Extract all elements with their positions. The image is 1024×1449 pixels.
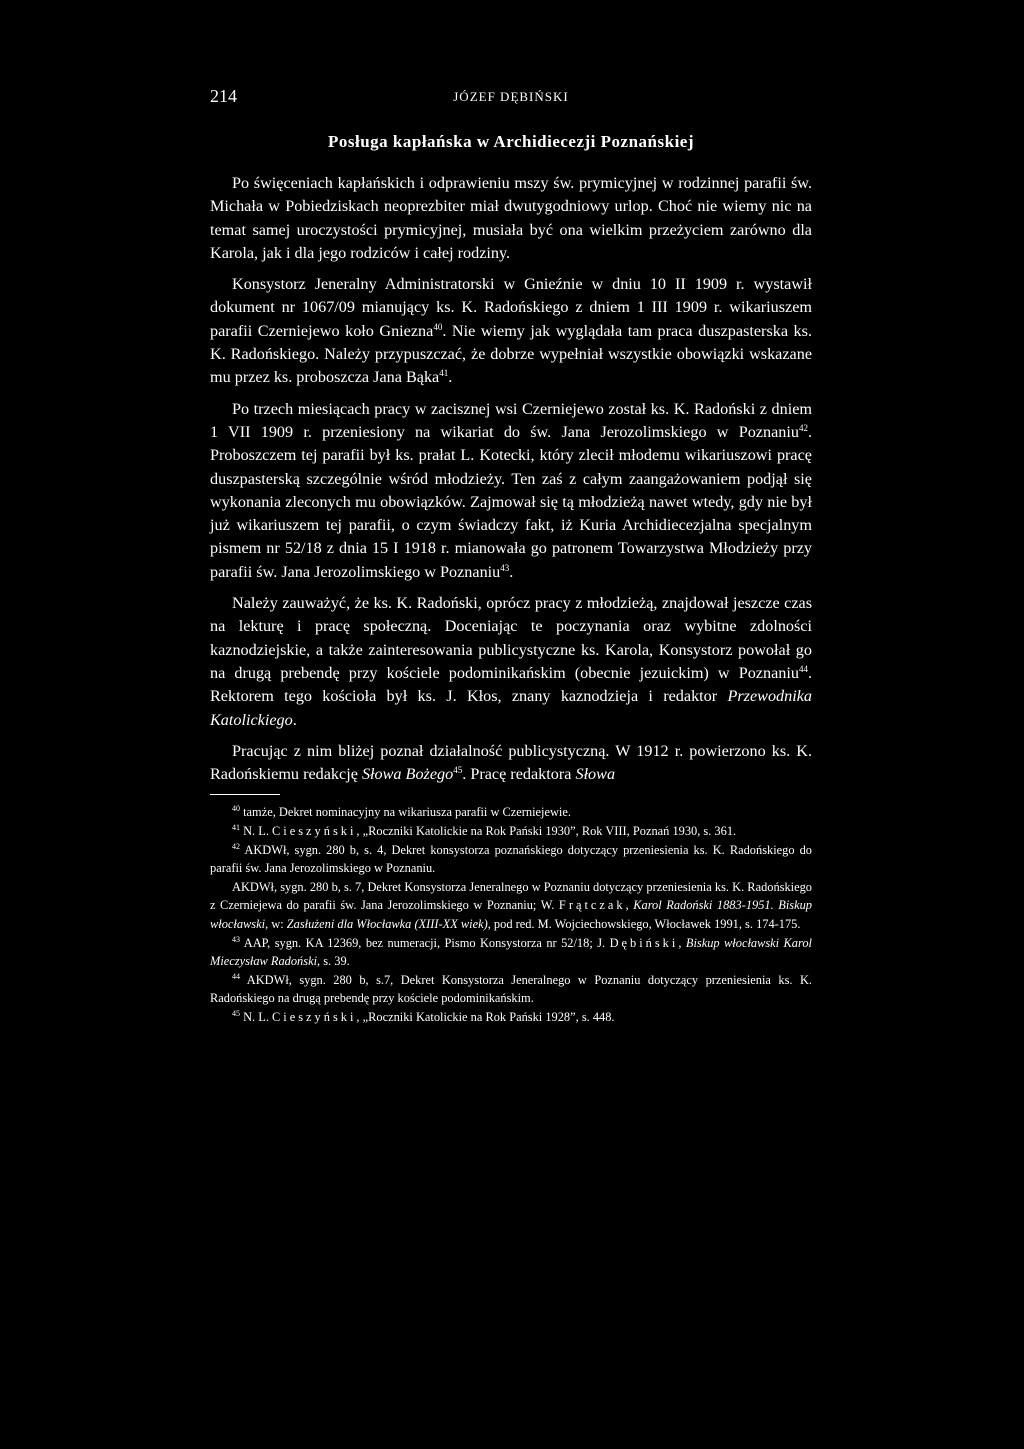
paragraph xyxy=(210,398,812,584)
footnote-text: N. L. xyxy=(243,1009,273,1024)
running-head xyxy=(210,86,812,110)
paragraph: Po święceniach kapłańskich i odprawieniu mszy św. prymicyjnej w rodzinnej parafii św. Michała w Pobiedziskach neoprezbiter miał dwutygodniowy urlop. Choć nie wiemy nic na temat samej uroczystości prymicyjnej, musiała być ona wielkim przeżyciem zarówno dla Karola, jak i dla jego rodziców i całej rodziny. xyxy=(210,174,812,262)
footnote xyxy=(210,878,812,934)
paragraph xyxy=(210,273,812,389)
paragraph-text: . xyxy=(448,368,453,387)
footnote xyxy=(210,1008,812,1027)
footnote-text: , xyxy=(625,898,634,913)
author-name: Cieszyński xyxy=(272,1009,357,1024)
footnote-text: tamże, Dekret nominacyjny na wikariusza parafii w Czerniejewie. xyxy=(243,805,571,820)
footnote-ref: 43 xyxy=(500,562,510,573)
footnote-text: AAP, sygn. KA 12369, bez numeracji, Pismo Konsystorza nr 52/18; J. xyxy=(243,935,610,950)
footnote xyxy=(210,841,812,878)
footnote-ref: 45 xyxy=(453,765,463,776)
body-text xyxy=(210,172,812,786)
footnote-ref: 41 xyxy=(439,368,449,379)
paragraph-text: . Nie wiemy jak wyglądała tam praca duszpasterska ks. K. Radońskiego. Należy przypuszczać, że dobrze wypełniał wszystkie obowiązki wskazane mu przez ks. proboszcza Jana Bąka xyxy=(210,321,812,387)
author-name: Frątczak xyxy=(558,898,626,913)
footnote-text: , s. 39. xyxy=(317,954,350,969)
paragraph-text: . Proboszczem tej parafii był ks. prałat L. Kotecki, który zlecił młodemu wikariuszowi pracę duszpasterską szczególnie wśród młodzieży. Ten zaś z całym zaangażowaniem podjął się wykonania zleconych mu obowiązków. Zajmował się tą młodzieżą nawet wtedy, gdy nie był już wikariuszem tej parafii, o czym świadczy fakt, iż Kuria Archidiecezjalna specjalnym pismem nr 52/18 z dnia 15 I 1918 r. mianowała go patronem Towarzystwa Młodzieży przy parafii św. Jana Jerozolimskiego w Poznaniu xyxy=(210,422,812,581)
footnote-separator xyxy=(210,794,280,795)
paragraph-text: Konsystorz Jeneralny Administratorski w Gnieźnie w dniu 10 II 1909 r. wystawił dokument nr 1067/09 mianujący ks. K. Radońskiego z dniem 1 III 1909 r. wikariuszem parafii Czerniejewo koło Gniezna xyxy=(210,275,812,340)
italic-title: Zasłużeni dla Włocławka (XIII-XX wiek) xyxy=(286,916,488,931)
footnote-text: AKDWł, sygn. 280 b, s.7, Dekret Konsystorza Jeneralnego w Poznaniu dotyczący przeniesienia ks. K. Radońskiego na drugą prebendę przy kościele podominikańskim. xyxy=(210,972,812,1006)
author-name: Cieszyński xyxy=(272,824,357,839)
paragraph-text: . Pracę redaktora xyxy=(462,765,576,784)
footnote-text: N. L. xyxy=(243,824,273,839)
paragraph-text: . xyxy=(292,710,297,729)
page-number: 214 xyxy=(210,86,237,106)
section-heading: Posługa kapłańska w Archidiecezji Poznańskiej xyxy=(328,132,694,151)
footnote xyxy=(210,971,812,1008)
footnote-number: 45 xyxy=(232,1008,240,1018)
italic-title: Słowa xyxy=(575,765,616,784)
paragraph-text: Po trzech miesiącach pracy w zacisznej wsi Czerniejewo został ks. K. Radoński z dniem 1 VII 1909 r. przeniesiony na wikariat do św. Jana Jerozolimskiego w Poznaniu xyxy=(210,399,812,441)
footnote xyxy=(210,803,812,822)
footnote xyxy=(210,822,812,841)
paragraph-text: . xyxy=(509,562,514,581)
footnote-number: 42 xyxy=(232,841,240,851)
italic-title: Słowa Bożego xyxy=(361,765,454,784)
footnote-text: , xyxy=(678,935,686,950)
footnote-text: , „Roczniki Katolickie na Rok Pański 1928”, s. 448. xyxy=(356,1009,615,1024)
paragraph-text: Pracując z nim bliżej poznał działalność publicystyczną. W 1912 r. powierzono ks. K. Radońskiemu redakcję xyxy=(210,741,812,784)
paragraph-text: Należy zauważyć, że ks. K. Radoński, oprócz pracy z młodzieżą, znajdował jeszcze czas na lekturę i pracę społeczną. Doceniając te poczynania oraz wybitne zdolności kaznodziejskie, a także zainteresowania publicystyczne ks. Karola, Konsystorz powołał go na drugą prebendę przy kościele podominikańskim (obecnie jezuickim) w Poznaniu xyxy=(210,594,812,682)
footnotes xyxy=(210,803,812,1026)
footnote-number: 44 xyxy=(232,971,240,981)
footnote-ref: 44 xyxy=(798,663,808,674)
footnote-ref: 42 xyxy=(798,422,808,433)
footnote-ref: 40 xyxy=(433,321,443,332)
running-title: JÓZEF DĘBIŃSKI xyxy=(453,89,569,104)
footnote-text: , „Roczniki Katolickie na Rok Pański 1930”, Rok VIII, Poznań 1930, s. 361. xyxy=(356,824,737,839)
italic-title: Przewodnika Katolickiego xyxy=(210,687,812,729)
paragraph xyxy=(210,740,812,787)
author-name: Dębiński xyxy=(609,935,679,950)
footnote-text: AKDWł, sygn. 280 b, s. 7, Dekret Konsystorza Jeneralnego w Poznaniu dotyczący przeniesienia ks. K. Radońskiego z Czerniejewa do parafii św. Jana Jerozolimskiego w Poznaniu; W. xyxy=(210,879,812,913)
italic-title: Karol Radoński 1883-1951. Biskup włocławski xyxy=(210,898,812,931)
footnote-text: , pod red. M. Wojciechowskiego, Włocławek 1991, s. 174-175. xyxy=(487,916,801,931)
footnote-number: 40 xyxy=(232,804,240,814)
footnote-number: 43 xyxy=(232,934,240,944)
italic-title: Biskup włocławski Karol Mieczysław Radoński xyxy=(210,935,813,969)
footnote xyxy=(210,934,812,971)
footnote-text: , w: xyxy=(265,916,287,931)
paragraph-text: . Rektorem tego kościoła był ks. J. Kłos, znany kaznodzieja i redaktor xyxy=(210,663,812,706)
footnote-number: 41 xyxy=(232,823,240,833)
paragraph xyxy=(210,592,812,732)
footnote-text: AKDWł, sygn. 280 b, s. 4, Dekret konsystorza poznańskiego dotyczący przeniesienia ks. K. Radońskiego do parafii św. Jana Jerozolimskiego w Poznaniu. xyxy=(210,842,813,876)
document-page xyxy=(210,86,812,1027)
